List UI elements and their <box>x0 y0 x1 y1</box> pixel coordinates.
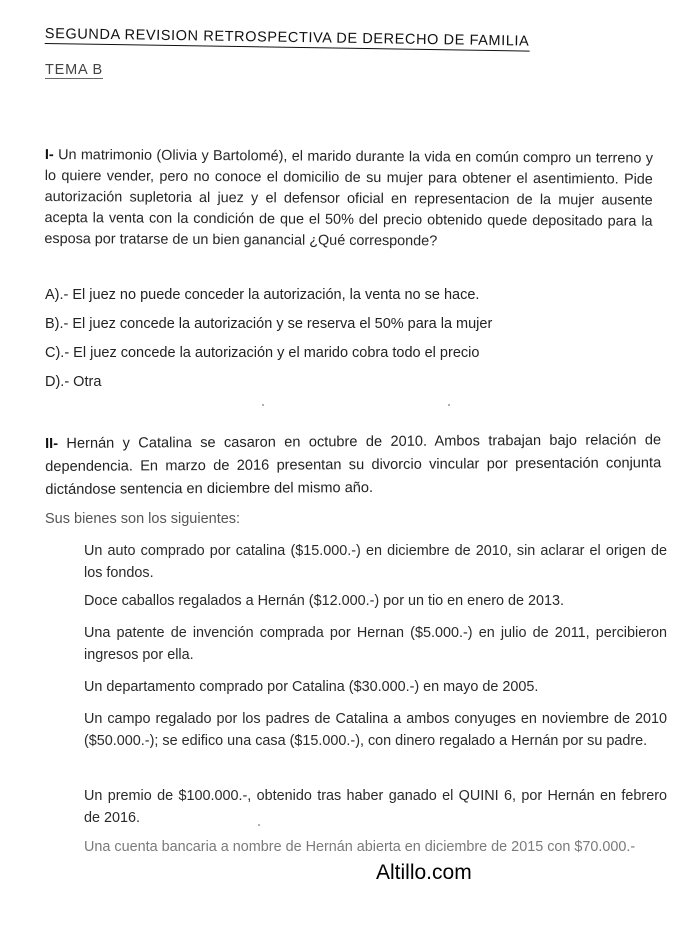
question-2 <box>45 429 661 502</box>
asset-item: Una cuenta bancaria a nombre de Hernán abierta en diciembre de 2015 con $70.000.- <box>84 839 636 855</box>
asset-item: Un campo regalado por los padres de Catalina a ambos conyuges en noviembre de 2010 ($50.000.-); se edifico una casa ($15.000.-), con dinero regalado a Hernán por su padre. <box>84 711 667 749</box>
asset-item: Una patente de invención comprada por Hernan ($5.000.-) en julio de 2011, percibieron ingresos por ella. <box>84 625 667 663</box>
scan-speck <box>258 824 260 826</box>
question-1-option-b: B).- El juez concede la autorización y se reserva el 50% para la mujer <box>45 316 493 332</box>
asset-item: Doce caballos regalados a Hernán ($12.000.-) por un tio en enero de 2013. <box>84 593 565 609</box>
watermark: Altillo.com <box>376 861 472 884</box>
question-1-option-a: A).- El juez no puede conceder la autorización, la venta no se hace. <box>45 287 480 303</box>
question-1-option-d: D).- Otra <box>45 374 102 390</box>
question-1-text: Un matrimonio (Olivia y Bartolomé), el marido durante la vida en común compro un terreno y lo quiere vender, pero no conoce el domicilio de su mujer para obtener el asentimiento. Pide autorización supletoria al juez y el defensor oficial en representacion de la mujer ausente acepta la venta con la condición de que el 50% del precio obtenido quede depositado para la esposa por tratarse de un bien ganancial ¿Qué corresponde? <box>44 147 653 250</box>
scan-speck <box>448 404 450 406</box>
question-1-option-c: C).- El juez concede la autorización y el marido cobra todo el precio <box>45 345 480 361</box>
document-title: SEGUNDA REVISION RETROSPECTIVA DE DERECHO DE FAMILIA <box>44 26 530 50</box>
question-1-number: I- <box>44 146 54 164</box>
asset-item: Un departamento comprado por Catalina ($30.000.-) en mayo de 2005. <box>84 679 539 695</box>
question-2-number: II- <box>45 435 59 452</box>
asset-item: Un premio de $100.000.-, obtenido tras haber ganado el QUINI 6, por Hernán en febrero de 2016. <box>84 788 667 826</box>
document-subtitle: TEMA B <box>45 62 103 78</box>
question-2-text: Hernán y Catalina se casaron en octubre de 2010. Ambos trabajan bajo relación de dependencia. En marzo de 2016 presentan su divorcio vincular por presentación conjunta dictándose sentencia en diciembre del mismo año. <box>45 432 662 498</box>
question-2-lead: Sus bienes son los siguientes: <box>45 511 241 527</box>
asset-item: Un auto comprado por catalina ($15.000.-) en diciembre de 2010, sin aclarar el origen de los fondos. <box>84 543 667 581</box>
scan-speck <box>262 404 264 406</box>
question-1 <box>44 145 653 254</box>
